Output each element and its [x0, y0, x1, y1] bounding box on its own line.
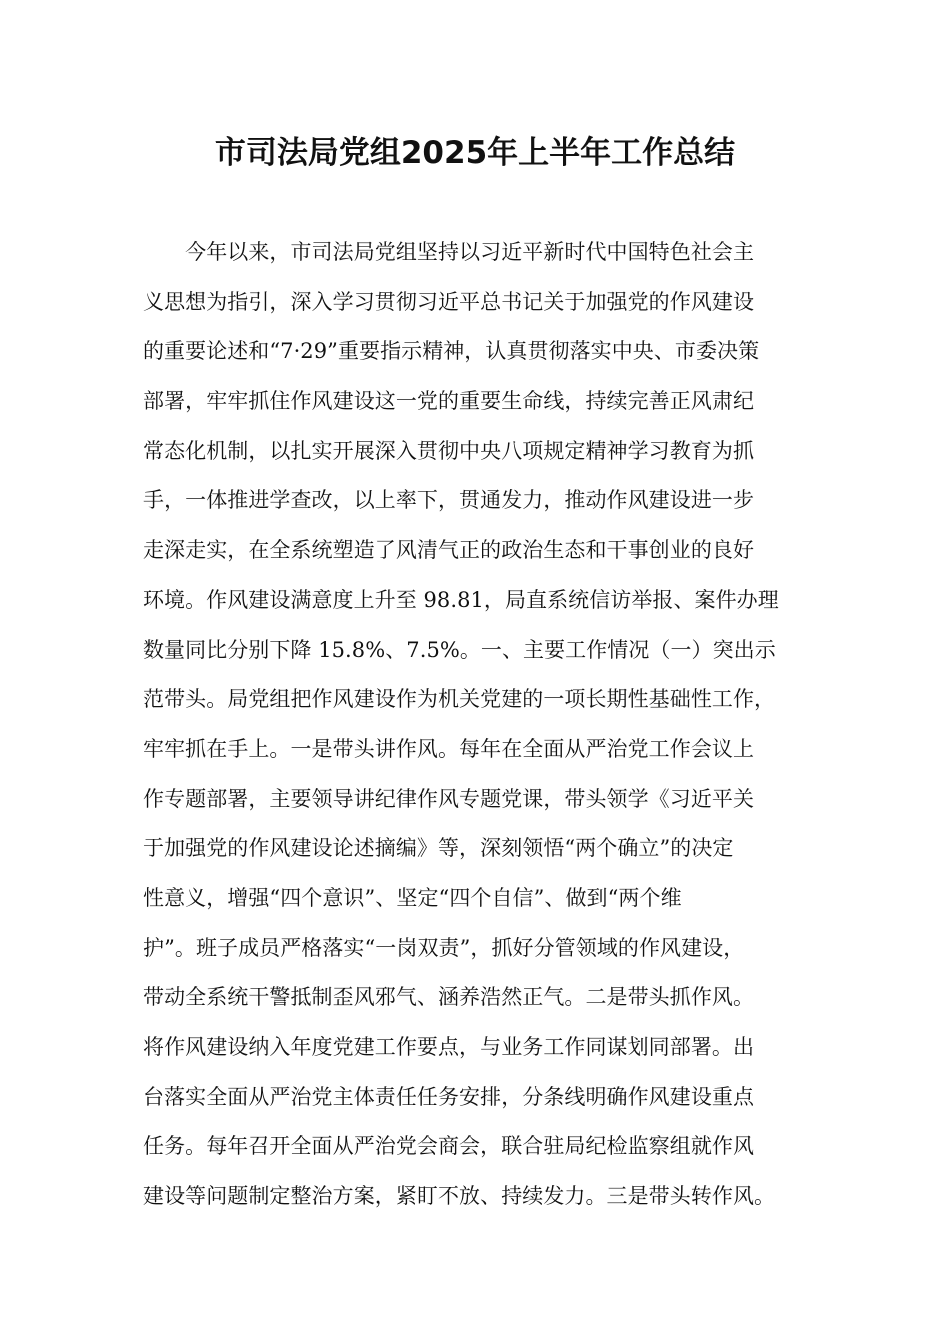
body-text: [143, 228, 813, 1222]
text-line: 手，一体推进学查改，以上率下，贯通发力，推动作风建设进一步: [143, 488, 755, 513]
text-line: 护”。班子成员严格落实“一岗双责”，抓好分管领域的作风建设，: [143, 935, 745, 960]
text-line: 带动全系统干警抵制歪风邪气、涵养浩然正气。二是带头抓作风。: [143, 985, 755, 1010]
text-line: 走深走实，在全系统塑造了风清气正的政治生态和干事创业的良好: [143, 538, 755, 563]
text-line: 作专题部署，主要领导讲纪律作风专题党课，带头领学《习近平关: [143, 786, 755, 811]
text-line: 范带头。局党组把作风建设作为机关党建的一项长期性基础性工作，: [143, 687, 776, 712]
text-line: 台落实全面从严治党主体责任任务安排，分条线明确作风建设重点: [143, 1084, 755, 1109]
text-line: 部署，牢牢抓住作风建设这一党的重要生命线，持续完善正风肃纪: [143, 389, 755, 414]
text-line: 常态化机制，以扎实开展深入贯彻中央八项规定精神学习教育为抓: [143, 438, 755, 463]
text-line: 任务。每年召开全面从严治党会商会，联合驻局纪检监察组就作风: [143, 1134, 755, 1159]
text-line: 数量同比分别下降 15.8%、7.5%。一、主要工作情况（一）突出示: [143, 637, 776, 662]
page-title: 市司法局党组2025年上半年工作总结: [214, 135, 736, 171]
text-line: 牢牢抓在手上。一是带头讲作风。每年在全面从严治党工作会议上: [143, 736, 755, 761]
text-line: 性意义，增强“四个意识”、坚定“四个自信”、做到“两个维: [143, 885, 682, 910]
text-line: 建设等问题制定整治方案，紧盯不放、持续发力。三是带头转作风。: [143, 1184, 776, 1209]
text-line: 的重要论述和“7·29”重要指示精神，认真贯彻落实中央、市委决策: [143, 339, 760, 364]
text-line: 环境。作风建设满意度上升至 98.81，局直系统信访举报、案件办理: [143, 587, 779, 612]
text-line: 将作风建设纳入年度党建工作要点，与业务工作同谋划同部署。出: [143, 1035, 755, 1059]
text-line: 于加强党的作风建设论述摘编》等，深刻领悟“两个确立”的决定: [143, 836, 734, 861]
text-line: 今年以来，市司法局党组坚持以习近平新时代中国特色社会主: [143, 240, 755, 264]
text-line: 义思想为指引，深入学习贯彻习近平总书记关于加强党的作风建设: [143, 289, 755, 314]
